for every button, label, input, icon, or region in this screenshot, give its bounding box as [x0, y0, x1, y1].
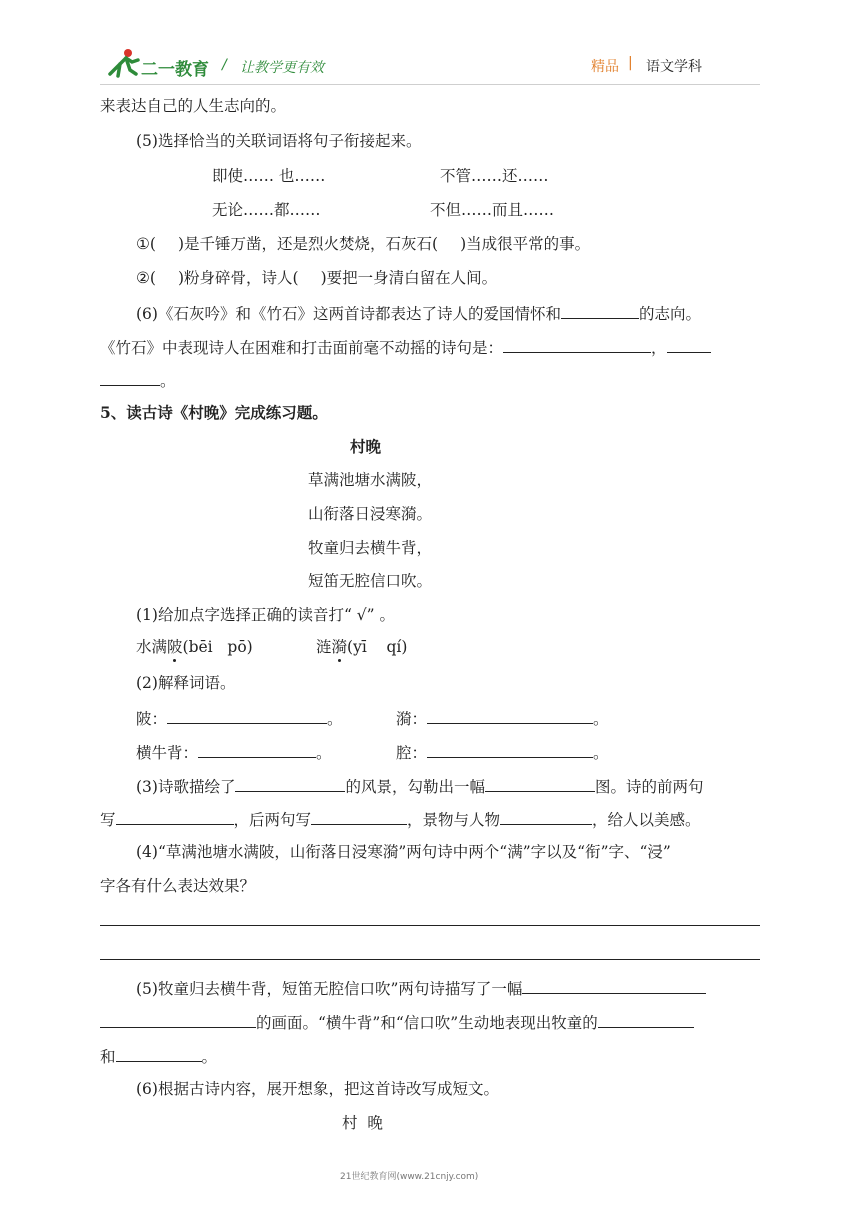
- answer-blank[interactable]: [235, 775, 345, 792]
- answer-blank[interactable]: [561, 302, 639, 319]
- answer-blank[interactable]: [116, 1045, 202, 1062]
- slogan-separator: /: [222, 57, 227, 73]
- p2-item-2: 漪： 。: [396, 707, 609, 729]
- footer-text: 21世纪教育网(www.21cnjy.com): [340, 1172, 479, 1182]
- subject-label: 语文学科: [646, 59, 702, 75]
- q5-stem: (5)选择恰当的关联词语将句子衔接起来。: [136, 132, 422, 150]
- intro-line: 来表达自己的人生志向的。: [100, 97, 287, 115]
- p1-word-2: 涟漪(yī qí): [316, 638, 408, 656]
- p3-line-2: 写 ，后两句写 ，景物与人物 ，给人以美感。: [100, 808, 701, 830]
- answer-blank[interactable]: [100, 369, 160, 386]
- p2-stem: (2)解释词语。: [136, 674, 236, 692]
- option-3: 无论……都……: [212, 201, 321, 219]
- brand-name: 二一教育: [141, 60, 209, 80]
- answer-blank[interactable]: [598, 1011, 694, 1028]
- answer-line[interactable]: [100, 959, 760, 960]
- option-2: 不管……还……: [440, 167, 549, 185]
- option-4: 不但……而且……: [430, 201, 555, 219]
- runner-logo-icon: [106, 48, 140, 78]
- p1-stem: (1)给加点字选择正确的读音打“ √” 。: [136, 606, 396, 624]
- p3-line-1: (3)诗歌描绘了 的风景，勾勒出一幅 图。诗的前两句: [136, 775, 704, 797]
- poem-title: 村晚: [350, 437, 382, 456]
- p2-item-3: 横牛背： 。: [136, 741, 332, 763]
- q6-line-2: 《竹石》中表现诗人在困难和打击面前毫不动摇的诗句是： ，: [100, 336, 711, 358]
- p4-line-1: (4)“草满池塘水满陂，山衔落日浸寒漪”两句诗中两个“满”字以及“衔”字、“浸”: [136, 843, 671, 861]
- answer-blank[interactable]: [198, 741, 316, 758]
- answer-blank[interactable]: [427, 741, 593, 758]
- header-divider: |: [628, 55, 633, 71]
- p5-line-3: 和 。: [100, 1045, 217, 1067]
- answer-blank[interactable]: [167, 707, 327, 724]
- header-rule: [100, 84, 760, 85]
- p6-stem: (6)根据古诗内容，展开想象，把这首诗改写成短文。: [136, 1080, 499, 1098]
- p4-line-2: 字各有什么表达效果？: [100, 877, 256, 895]
- sentence-1: ①( )是千锤万凿，还是烈火焚烧，石灰石( )当成很平常的事。: [136, 235, 591, 253]
- badge: 精品: [591, 59, 619, 75]
- poem-line: 草满池塘水满陂，: [308, 471, 433, 489]
- answer-blank[interactable]: [427, 707, 593, 724]
- poem-line: 短笛无腔信口吹。: [308, 572, 433, 590]
- answer-blank[interactable]: [522, 977, 706, 994]
- answer-blank[interactable]: [503, 336, 651, 353]
- slogan: 让教学更有效: [240, 60, 324, 76]
- p1-word-1: 水满陂(bēi pō): [136, 638, 253, 656]
- p5-line-1: (5)牧童归去横牛背，短笛无腔信口吹”两句诗描写了一幅: [136, 977, 706, 999]
- option-1: 即使…… 也……: [212, 167, 326, 185]
- q6-line-3: 。: [100, 369, 176, 391]
- q6-line-1: (6)《石灰吟》和《竹石》这两首诗都表达了诗人的爱国情怀和 的志向。: [136, 302, 701, 324]
- p2-item-1: 陂： 。: [136, 707, 343, 729]
- p2-item-4: 腔： 。: [396, 741, 609, 763]
- sentence-2: ②( )粉身碎骨，诗人( )要把一身清白留在人间。: [136, 269, 498, 287]
- answer-blank[interactable]: [116, 808, 234, 825]
- answer-blank[interactable]: [100, 1011, 256, 1028]
- poem-line: 牧童归去横牛背，: [308, 539, 433, 557]
- answer-blank[interactable]: [667, 336, 711, 353]
- p5-line-2: 的画面。“横牛背”和“信口吹”生动地表现出牧童的: [100, 1011, 694, 1033]
- section-5-title: 5、读古诗《村晚》完成练习题。: [100, 403, 328, 422]
- poem-line: 山衔落日浸寒漪。: [308, 505, 433, 523]
- essay-title: 村 晚: [342, 1114, 383, 1132]
- answer-blank[interactable]: [500, 808, 592, 825]
- answer-blank[interactable]: [485, 775, 595, 792]
- answer-blank[interactable]: [311, 808, 407, 825]
- answer-line[interactable]: [100, 925, 760, 926]
